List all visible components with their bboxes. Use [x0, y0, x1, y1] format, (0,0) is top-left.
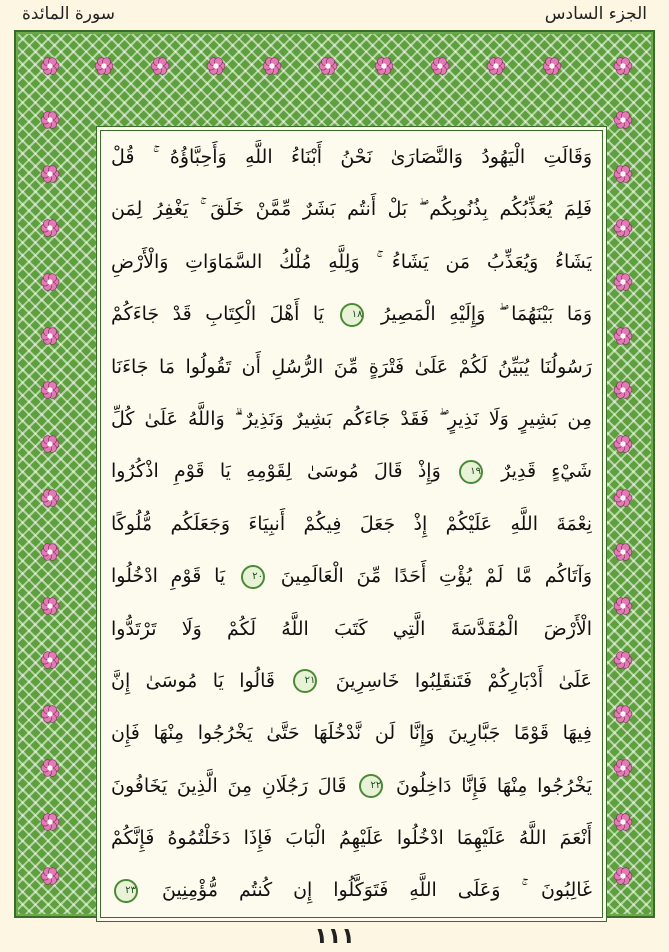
rosette-ornament [614, 868, 632, 885]
page-header [0, 4, 669, 28]
verse-line [111, 236, 592, 288]
verse-line [111, 812, 592, 864]
verse-number-marker: ١٩ [459, 460, 483, 484]
verse-text: مِن بَشِيرٍ وَلَا نَذِيرٍ ۖ فَقَدْ جَاءَكُم بَشِيرٌ وَنَذِيرٌ ۗ وَاللَّهُ عَلَىٰ كُلِّ [111, 407, 592, 430]
verse-line [111, 550, 592, 602]
verse-text-continued: قَالُوا يَا مُوسَىٰ إِنَّ [111, 669, 275, 692]
verse-number-marker: ٢٠ [241, 565, 265, 589]
rosette-ornament [614, 814, 632, 831]
rosette-ornament [543, 58, 561, 75]
rosette-ornament [614, 382, 632, 399]
rosette-ornament [41, 868, 59, 885]
ornamental-frame [14, 30, 655, 918]
rosette-ornament [614, 328, 632, 345]
rosette-ornament [614, 220, 632, 237]
rosette-ornament [431, 58, 449, 75]
rosette-ornament [614, 58, 632, 75]
rosette-ornament [614, 274, 632, 291]
verse-line [111, 655, 592, 707]
verse-text: وَمَا بَيْنَهُمَا ۖ وَإِلَيْهِ الْمَصِيرُ [380, 303, 592, 326]
verse-line [111, 393, 592, 445]
verse-text-continued: قَالَ رَجُلَانِ مِنَ الَّذِينَ يَخَافُونَ [111, 774, 347, 797]
rosette-ornament [41, 706, 59, 723]
rosette-ornament [614, 436, 632, 453]
verse-text: فَلِمَ يُعَذِّبُكُم بِذُنُوبِكُم ۖ بَلْ أَنتُم بَشَرٌ مِّمَّنْ خَلَقَ ۚ يَغْفِرُ لِمَن [111, 198, 592, 221]
rosette-ornament [41, 814, 59, 831]
rosette-ornament [41, 112, 59, 129]
verse-line [111, 288, 592, 340]
verse-line [111, 707, 592, 759]
rosette-ornament [319, 58, 337, 75]
rosette-ornament [41, 760, 59, 777]
rosette-ornament [375, 58, 393, 75]
verse-text: يَشَاءُ وَيُعَذِّبُ مَن يَشَاءُ ۚ وَلِلَّهِ مُلْكُ السَّمَاوَاتِ وَالْأَرْضِ [111, 250, 592, 273]
verse-line [111, 498, 592, 550]
rosette-ornament [614, 706, 632, 723]
verse-text: وَقَالَتِ الْيَهُودُ وَالنَّصَارَىٰ نَحْنُ أَبْنَاءُ اللَّهِ وَأَحِبَّاؤُهُ ۚ قُلْ [111, 146, 592, 168]
verse-text: أَنْعَمَ اللَّهُ عَلَيْهِمَا ادْخُلُوا عَلَيْهِمُ الْبَابَ فَإِذَا دَخَلْتُمُوهُ فَإِنَّكُمْ [111, 827, 592, 850]
verse-text-continued: يَا أَهْلَ الْكِتَابِ قَدْ جَاءَكُمْ [111, 303, 324, 326]
rosette-ornament [614, 544, 632, 561]
rosette-ornament [614, 598, 632, 615]
verse-text: عَلَىٰ أَدْبَارِكُمْ فَتَنقَلِبُوا خَاسِرِينَ [335, 669, 592, 692]
verse-text: شَيْءٍ قَدِيرٌ [501, 460, 592, 483]
verse-number-marker: ٢٣ [114, 879, 138, 903]
verse-line [111, 864, 592, 916]
verse-line [111, 603, 592, 655]
verse-text-continued: وَإِذْ قَالَ مُوسَىٰ لِقَوْمِهِ يَا قَوْمِ اذْكُرُوا [111, 460, 441, 483]
verse-text: نِعْمَةَ اللَّهِ عَلَيْكُمْ إِذْ جَعَلَ فِيكُمْ أَنبِيَاءَ وَجَعَلَكُم مُّلُوكًا [111, 512, 592, 535]
rosette-ornament [41, 436, 59, 453]
verse-number-marker: ١٨ [340, 303, 364, 327]
rosette-ornament [41, 652, 59, 669]
rosette-ornament [614, 652, 632, 669]
verse-text: رَسُولُنَا يُبَيِّنُ لَكُمْ عَلَىٰ فَتْرَةٍ مِّنَ الرُّسُلِ أَن تَقُولُوا مَا جَاءَنَا [111, 355, 592, 378]
verse-text: فِيهَا قَوْمًا جَبَّارِينَ وَإِنَّا لَن نَّدْخُلَهَا حَتَّىٰ يَخْرُجُوا مِنْهَا فَإِن [111, 722, 592, 745]
verse-line [111, 131, 592, 183]
verse-line [111, 445, 592, 497]
verse-number-marker: ٢١ [293, 669, 317, 693]
rosette-ornament [263, 58, 281, 75]
rosette-ornament [41, 220, 59, 237]
verse-text-continued: يَا قَوْمِ ادْخُلُوا [111, 565, 226, 588]
rosette-ornament [41, 274, 59, 291]
verse-line [111, 183, 592, 235]
verse-text: وَآتَاكُم مَّا لَمْ يُؤْتِ أَحَدًا مِّنَ الْعَالَمِينَ [280, 565, 592, 588]
verse-line [111, 760, 592, 812]
rosette-ornament [487, 58, 505, 75]
rosette-ornament [614, 760, 632, 777]
page-number: ١١١ [314, 924, 355, 949]
juz-title: الجزء السادس [544, 4, 647, 24]
verse-text: يَخْرُجُوا مِنْهَا فَإِنَّا دَاخِلُونَ [395, 774, 592, 797]
surah-title: سورة المائدة [22, 4, 116, 24]
rosette-ornament [614, 490, 632, 507]
rosette-ornament [41, 166, 59, 183]
rosette-ornament [95, 58, 113, 75]
text-panel [100, 130, 603, 918]
rosette-ornament [41, 58, 59, 75]
rosette-ornament [614, 166, 632, 183]
rosette-ornament [41, 382, 59, 399]
rosette-ornament [207, 58, 225, 75]
rosette-ornament [41, 328, 59, 345]
verse-line [111, 341, 592, 393]
verse-text: غَالِبُونَ ۚ وَعَلَى اللَّهِ فَتَوَكَّلُوا إِن كُنتُم مُّؤْمِنِينَ [161, 879, 592, 902]
verse-lines [111, 131, 592, 917]
rosette-ornament [41, 544, 59, 561]
rosette-ornament [151, 58, 169, 75]
rosette-ornament [41, 598, 59, 615]
rosette-ornament [41, 490, 59, 507]
verse-text: الْأَرْضَ الْمُقَدَّسَةَ الَّتِي كَتَبَ اللَّهُ لَكُمْ وَلَا تَرْتَدُّوا [111, 617, 592, 640]
verse-number-marker: ٢٢ [359, 774, 383, 798]
rosette-ornament [614, 112, 632, 129]
